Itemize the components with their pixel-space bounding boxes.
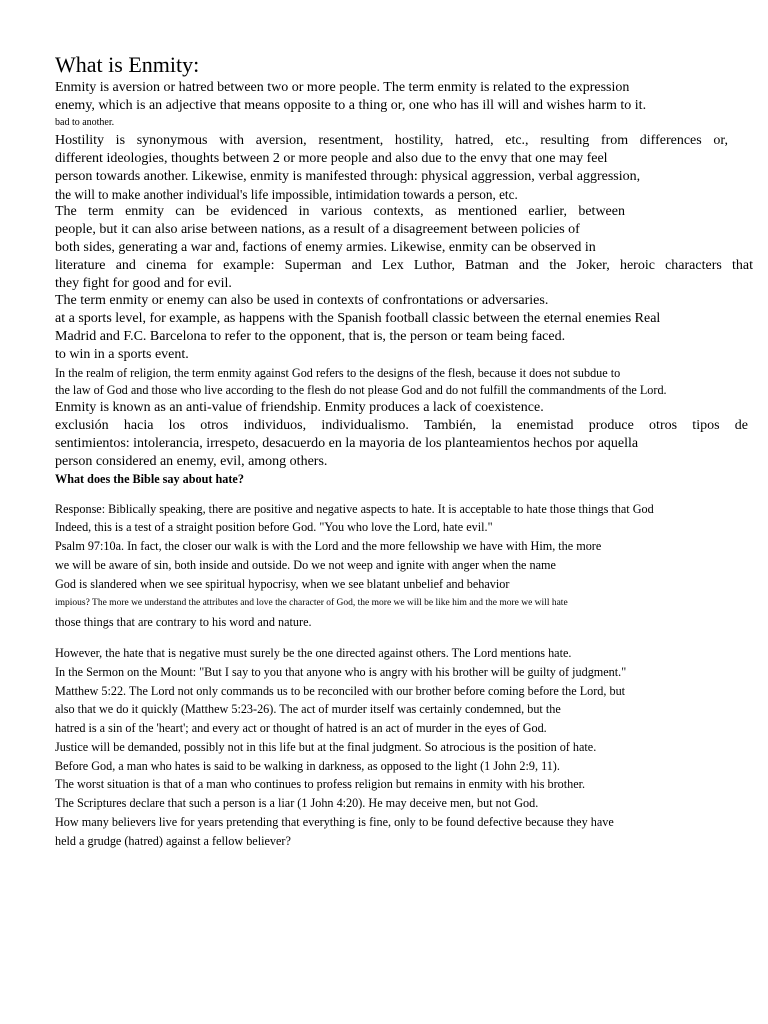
however-line: How many believers live for years pretending that everything is fine, only to be found defective because they have <box>55 815 614 829</box>
response-line: Indeed, this is a test of a straight position before God. "You who love the Lord, hate evil." <box>55 520 493 534</box>
paragraph-line: enemy, which is an adjective that means opposite to a thing or, one who has ill will and wishes harm to it. <box>55 98 647 113</box>
paragraph-line: people, but it can also arise between nations, as a result of a disagreement between policies of <box>55 222 580 237</box>
response-line: God is slandered when we see spiritual hypocrisy, when we see blatant unbelief and behavior <box>55 577 510 591</box>
paragraph-line: person considered an enemy, evil, among others. <box>55 454 328 469</box>
however-line: Matthew 5:22. The Lord not only commands us to be reconciled with our brother before coming before the Lord, but <box>55 684 626 698</box>
however-line: The Scriptures declare that such a person is a liar (1 John 4:20). He may deceive men, but not God. <box>55 796 539 810</box>
response-line: impious? The more we understand the attributes and love the character of God, the more we will be like him and the more we will hate <box>55 598 568 608</box>
paragraph-line: In the realm of religion, the term enmity against God refers to the designs of the flesh, because it does not subdue to <box>55 366 621 380</box>
paragraph-line: they fight for good and for evil. <box>55 276 232 291</box>
paragraph-line: at a sports level, for example, as happens with the Spanish football classic between the eternal enemies Real <box>55 311 661 326</box>
paragraph-line: person towards another. Likewise, enmity is manifested through: physical aggression, verbal aggression, <box>55 169 641 184</box>
paragraph-line: The term enmity or enemy can also be used in contexts of confrontations or adversaries. <box>55 293 549 308</box>
paragraph-line: to win in a sports event. <box>55 347 189 362</box>
paragraph-line: Enmity is aversion or hatred between two or more people. The term enmity is related to the expression <box>55 80 630 95</box>
however-line: hatred is a sin of the 'heart'; and every act or thought of hatred is an act of murder in the eyes of God. <box>55 721 547 735</box>
however-line: held a grudge (hatred) against a fellow believer? <box>55 834 291 848</box>
however-line: The worst situation is that of a man who continues to profess religion but remains in enmity with his brother. <box>55 777 586 791</box>
response-line: Psalm 97:10a. In fact, the closer our walk is with the Lord and the more fellowship we have with Him, the more <box>55 539 602 553</box>
however-line: However, the hate that is negative must surely be the one directed against others. The Lord mentions hate. <box>55 646 572 660</box>
however-line: In the Sermon on the Mount: "But I say to you that anyone who is angry with his brother will be guilty of judgment." <box>55 665 627 679</box>
paragraph-line: Hostility is synonymous with aversion, resentment, hostility, hatred, etc., resulting from differences or, <box>55 133 728 148</box>
page-title: What is Enmity: <box>55 52 200 77</box>
paragraph-line: different ideologies, thoughts between 2 or more people and also due to the envy that one may feel <box>55 151 608 166</box>
section-heading: What does the Bible say about hate? <box>55 472 244 486</box>
response-line: those things that are contrary to his word and nature. <box>55 615 312 629</box>
paragraph-line: literature and cinema for example: Superman and Lex Luthor, Batman and the Joker, heroic characters that <box>55 258 753 273</box>
paragraph-line: sentimientos: intolerancia, irrespeto, desacuerdo en la mayoria de los planteamientos hechos por aquella <box>55 436 639 451</box>
however-line: Before God, a man who hates is said to be walking in darkness, as opposed to the light (1 John 2:9, 11). <box>55 759 560 773</box>
however-line: also that we do it quickly (Matthew 5:23-26). The act of murder itself was certainly condemned, but the <box>55 702 561 716</box>
paragraph-line: The term enmity can be evidenced in various contexts, as mentioned earlier, between <box>55 204 625 219</box>
paragraph-line: bad to another. <box>55 117 115 128</box>
paragraph-line: the law of God and those who live according to the flesh do not please God and do not fulfill the commandments of the Lord. <box>55 383 667 397</box>
paragraph-line: both sides, generating a war and, factions of enemy armies. Likewise, enmity can be observed in <box>55 240 596 255</box>
paragraph-line: exclusión hacia los otros individuos, individualismo. También, la enemistad produce otros tipos de <box>55 418 748 433</box>
response-line: we will be aware of sin, both inside and outside. Do we not weep and ignite with anger when the name <box>55 558 556 572</box>
paragraph-line: Madrid and F.C. Barcelona to refer to the opponent, that is, the person or team being faced. <box>55 329 566 344</box>
response-line: Response: Biblically speaking, there are positive and negative aspects to hate. It is acceptable to hate those things that God <box>55 502 654 516</box>
paragraph-line: the will to make another individual's life impossible, intimidation towards a person, etc. <box>55 187 518 202</box>
paragraph-line: Enmity is known as an anti-value of friendship. Enmity produces a lack of coexistence. <box>55 400 544 415</box>
however-line: Justice will be demanded, possibly not in this life but at the final judgment. So atrocious is the position of hate. <box>55 740 597 754</box>
